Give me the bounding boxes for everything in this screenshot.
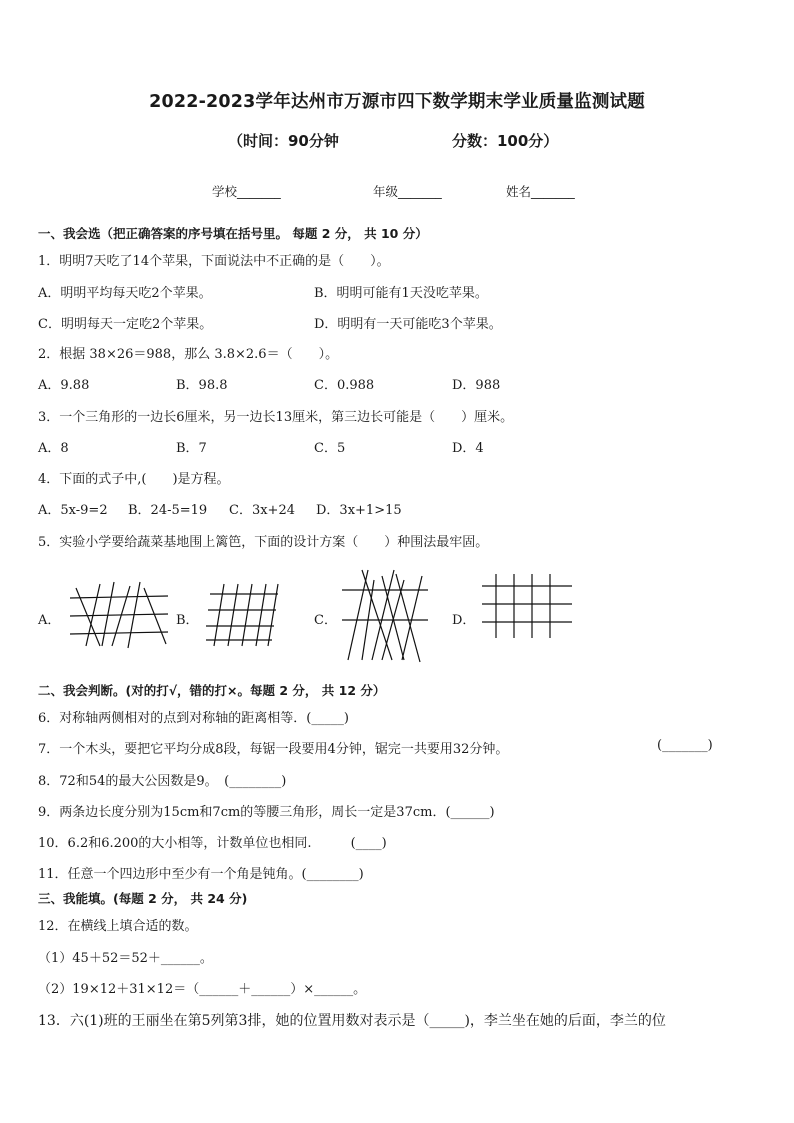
q1-option-b: B．明明可能有1天没吃苹果。 [314,286,488,301]
q6-statement: 6．对称轴两侧相对的点到对称轴的距离相等．(_____) [38,711,349,726]
section2-heading: 二、我会判断。(对的打√，错的打×。每题 2 分， 共 12 分） [38,683,386,698]
q5-option-d: D． [452,613,476,628]
exam-time: （时间：90分钟 [228,132,339,150]
q13-stem: 13．六(1)班的王丽坐在第5列第3排，她的位置用数对表示是（_____)，李兰坐在她的后面，李兰的位 [38,1013,666,1029]
square-grid-fence-icon [478,572,576,640]
q1-option-d: D．明明有一天可能吃3个苹果。 [314,317,502,332]
q2-option-b: B．98.8 [176,378,228,393]
q12-part2: （2）19×12＋31×12＝（______＋______）×______。 [38,982,367,997]
q3-option-a: A．8 [38,441,69,456]
grade-field: 年级_______ [373,184,442,199]
q10-statement: 10．6.2和6.200的大小相等，计数单位也相同. (____) [38,836,387,851]
q1-option-c: C．明明每天一定吃2个苹果。 [38,317,213,332]
q4-option-c: C．3x+24 [229,503,295,518]
section3-heading: 三、我能填。(每题 2 分， 共 24 分) [38,891,248,906]
q12-part1: （1）45＋52＝52＋______。 [38,951,213,966]
q3-option-b: B．7 [176,441,207,456]
q3-option-c: C．5 [314,441,346,456]
q11-statement: 11．任意一个四边形中至少有一个角是钝角。(________) [38,867,364,882]
parallelogram-grid-fence-icon [204,580,280,650]
q3-option-d: D．4 [452,441,484,456]
crossed-triangle-fence-icon [338,566,432,664]
q5-option-a: A． [38,613,61,628]
section1-heading: 一、我会选（把正确答案的序号填在括号里。 每题 2 分， 共 10 分） [38,226,428,241]
q2-option-a: A．9.88 [38,378,90,393]
q4-option-a: A．5x-9=2 [38,503,108,518]
page-title: 2022-2023学年达州市万源市四下数学期末学业质量监测试题 [149,92,645,112]
name-field: 姓名_______ [506,184,575,199]
q4-option-b: B．24-5=19 [128,503,208,518]
q3-stem: 3．一个三角形的一边长6厘米，另一边长13厘米，第三边长可能是（ ）厘米。 [38,410,514,425]
q4-stem: 4．下面的式子中,( )是方程。 [38,472,230,487]
q4-option-d: D．3x+1>15 [316,503,402,518]
q7-statement: 7．一个木头，要把它平均分成8段，每锯一段要用4分钟，锯完一共要用32分钟。 [38,742,509,757]
exam-score: 分数：100分） [452,132,559,150]
q8-statement: 8．72和54的最大公因数是9。 (________) [38,774,287,789]
q5-option-b: B． [176,613,199,628]
q1-stem: 1．明明7天吃了14个苹果，下面说法中不正确的是（ ）。 [38,254,390,269]
q5-option-c: C． [314,613,337,628]
q2-option-c: C．0.988 [314,378,375,393]
q7-blank: (_______) [657,738,713,753]
q5-stem: 5．实验小学要给蔬菜基地围上篱笆，下面的设计方案（ ）种围法最牢固。 [38,535,489,550]
q2-stem: 2．根据 38×26＝988，那么 3.8×2.6＝（ ）。 [38,347,339,362]
q9-statement: 9．两条边长度分别为15cm和7cm的等腰三角形，周长一定是37cm．(______) [38,805,495,820]
q2-option-d: D．988 [452,378,501,393]
school-field: 学校_______ [212,184,281,199]
slanted-lattice-fence-icon [68,580,170,650]
q1-option-a: A．明明平均每天吃2个苹果。 [38,286,212,301]
q12-stem: 12．在横线上填合适的数。 [38,919,198,934]
